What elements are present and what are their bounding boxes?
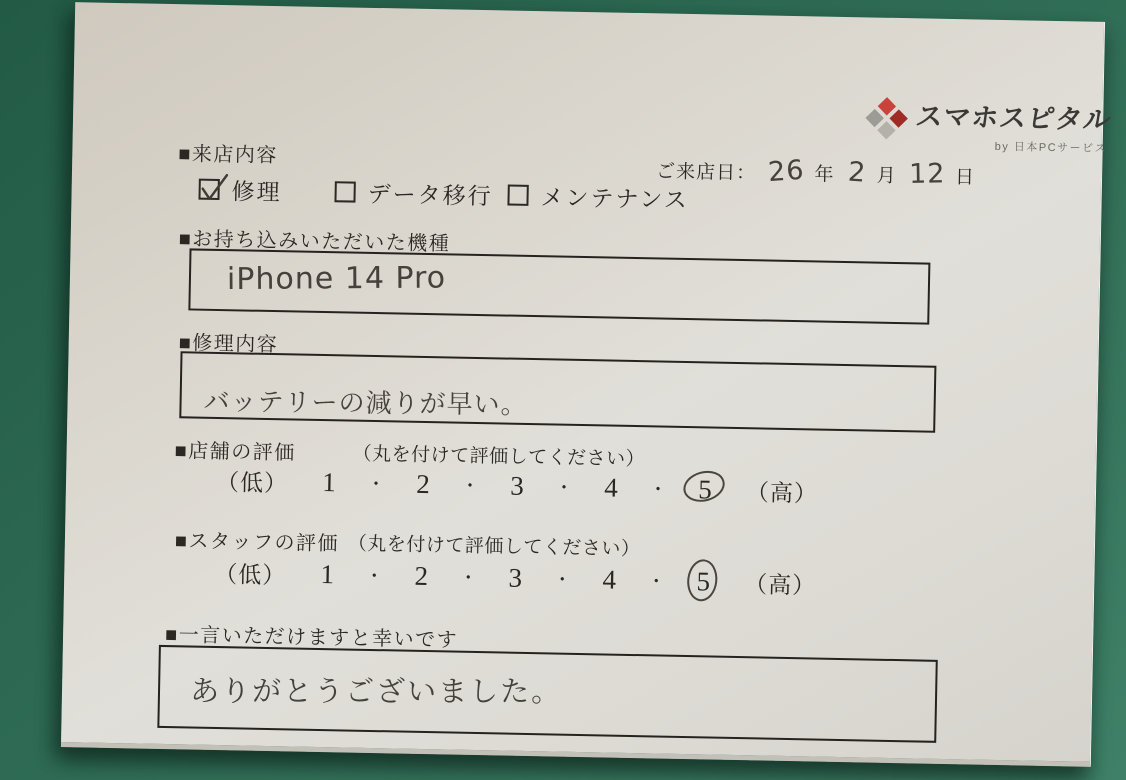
shop-rating-title: ■店舗の評価 — [174, 440, 296, 465]
shop-rating-5-selected: 5 — [694, 474, 717, 505]
handwritten-circle-shop — [680, 466, 728, 506]
checkbox-repair — [198, 179, 219, 200]
staff-rating-5-selected: 5 — [692, 566, 715, 597]
survey-form-paper — [61, 2, 1114, 767]
visit-section-title: ■来店内容 — [178, 143, 279, 168]
shop-rating-4: 4 — [603, 471, 619, 503]
low-label: （低） — [215, 469, 289, 496]
separator-dot: ・ — [553, 569, 572, 590]
handwritten-year: 26 — [767, 154, 806, 189]
shop-rating-1: 1 — [322, 466, 337, 497]
year-unit: 年 — [814, 164, 835, 186]
staff-rating-3: 3 — [508, 562, 523, 593]
low-label: （低） — [214, 561, 287, 588]
device-section-title: ■お持ち込みいただいた機種 — [178, 228, 451, 256]
day-unit: 日 — [954, 167, 976, 189]
handwritten-device: iPhone 14 Pro — [226, 260, 447, 298]
comment-section-title: ■一言いただけますと幸いです — [164, 624, 459, 652]
handwritten-repair-detail: バッテリーの減りが早い。 — [203, 387, 528, 421]
separator-dot: ・ — [459, 567, 478, 589]
checkbox-option-repair — [198, 173, 282, 208]
shop-rating-2: 2 — [416, 468, 431, 499]
separator-dot: ・ — [647, 571, 666, 592]
checkbox-label-maintenance: メンテナンス — [540, 185, 689, 213]
checkbox-maintenance — [507, 185, 528, 206]
checkbox-label-data-transfer: データ移行 — [367, 181, 493, 210]
high-label: （高） — [743, 571, 817, 599]
checkbox-option-maintenance — [507, 179, 689, 215]
separator-dot: ・ — [365, 565, 384, 587]
device-input-box — [188, 248, 930, 324]
staff-rating-1: 1 — [320, 558, 335, 589]
separator-dot: ・ — [648, 479, 668, 500]
logo — [865, 93, 1113, 156]
repair-section-title: ■修理内容 — [178, 332, 279, 357]
handwritten-circle-staff — [685, 557, 719, 602]
separator-dot: ・ — [366, 473, 386, 495]
handwritten-comment: ありがとうございました。 — [190, 673, 563, 709]
month-unit: 月 — [876, 165, 897, 187]
separator-dot: ・ — [554, 477, 574, 498]
repair-input-box — [179, 351, 936, 433]
shop-rating-3: 3 — [510, 470, 525, 501]
staff-rating-scale — [214, 553, 825, 603]
shop-rating-scale — [216, 461, 827, 511]
handwritten-check-icon — [198, 171, 231, 206]
handwritten-month: 2 — [847, 156, 868, 189]
staff-rating-2: 2 — [414, 560, 429, 591]
staff-rating-title: ■スタッフの評価 — [174, 530, 340, 556]
brand-byline: by 日本PCサービス — [994, 140, 1108, 156]
comment-input-box — [157, 645, 937, 743]
brand-name: スマホスピタル — [913, 101, 1114, 136]
separator-dot: ・ — [460, 475, 480, 497]
shop-rating-instruction: （丸を付けて評価してください） — [352, 443, 646, 471]
visit-date-line — [656, 155, 975, 189]
checkbox-data-transfer — [334, 181, 355, 202]
high-label: （高） — [745, 479, 819, 507]
medical-cross-icon — [865, 97, 908, 142]
checkbox-option-data-transfer — [334, 175, 493, 211]
staff-rating-4: 4 — [602, 563, 617, 595]
staff-rating-instruction: （丸を付けて評価してください） — [347, 533, 641, 561]
visit-date-label: ご来店日： — [655, 161, 757, 185]
handwritten-day: 12 — [908, 158, 946, 190]
checkbox-label-repair: 修理 — [231, 179, 282, 206]
